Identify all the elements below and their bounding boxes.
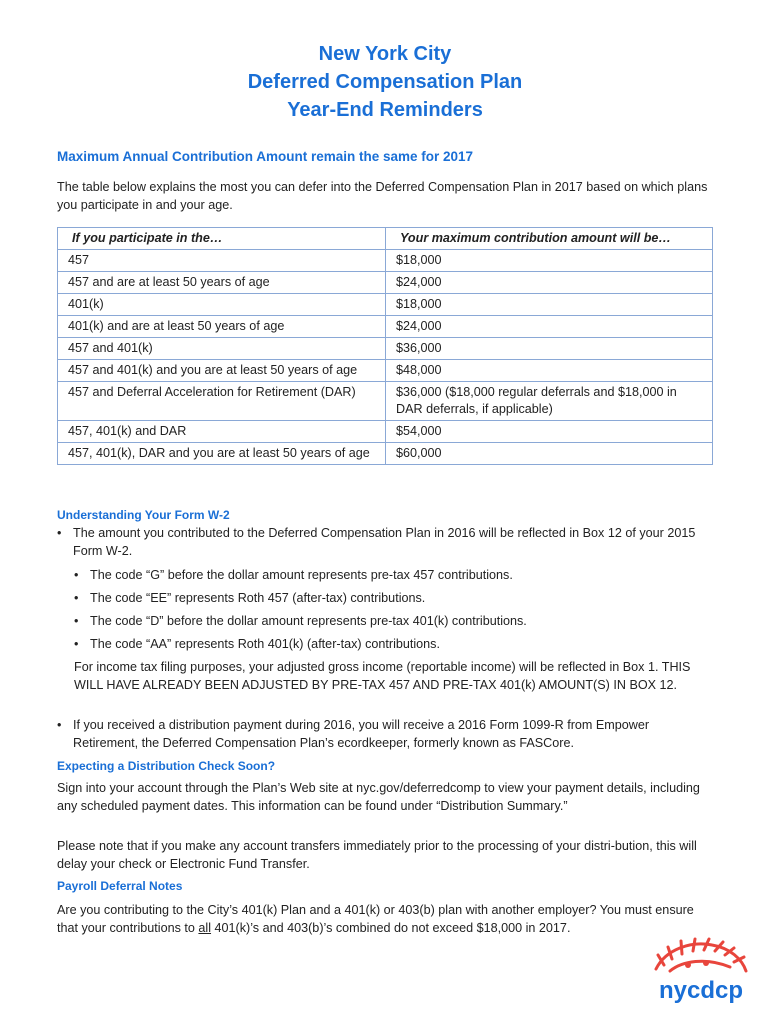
w2-bullet-1-text: The amount you contributed to the Deferred Compensation Plan in 2016 will be reflected in Box 12 of your 2015 Form W-2. bbox=[73, 526, 696, 558]
payroll-text-start: Are you contributing to the City’s 401(k) Plan and a 401(k) or 403(b) plan with another employer? You must ensure that your contributions to bbox=[57, 903, 694, 935]
payroll-text-end: 401(k)’s and 403(b)’s combined do not exceed $18,000 in 2017. bbox=[211, 921, 571, 935]
table-cell-amount: $18,000 bbox=[386, 250, 713, 272]
w2-sub-bullet-3 bbox=[74, 612, 710, 630]
table-cell-amount: $48,000 bbox=[386, 360, 713, 382]
payroll-text-underlined: all bbox=[198, 921, 212, 935]
table-cell-plan: 457, 401(k), DAR and you are at least 50 years of age bbox=[58, 443, 386, 465]
contribution-intro: The table below explains the most you can defer into the Deferred Compensation Plan in 2017 based on which plans you participate in and your age. bbox=[57, 180, 708, 212]
table-header-plan: If you participate in the… bbox=[58, 228, 386, 250]
table-cell-plan: 401(k) bbox=[58, 294, 386, 316]
table-cell-plan: 457 bbox=[58, 250, 386, 272]
table-cell-plan: 457 and Deferral Acceleration for Retirement (DAR) bbox=[58, 382, 386, 421]
table-header-amount: Your maximum contribution amount will be… bbox=[386, 228, 713, 250]
table-cell-plan: 457, 401(k) and DAR bbox=[58, 421, 386, 443]
w2-sub-bullet-4 bbox=[74, 635, 710, 653]
table-row bbox=[58, 272, 713, 294]
table-cell-amount: $54,000 bbox=[386, 421, 713, 443]
bullet-dot-icon: • bbox=[74, 637, 79, 651]
bullet-dot-icon: • bbox=[57, 526, 62, 540]
w2-note: For income tax filing purposes, your adjusted gross income (reportable income) will be reflected in Box 1. THIS WILL HAVE ALREADY BEEN ADJUSTED BY PRE-TAX 457 AND PRE-TAX 401(k) AMOUNT(S) IN BOX 12. bbox=[74, 660, 691, 692]
w2-heading: Understanding Your Form W-2 bbox=[57, 508, 230, 522]
title-line-3: Year-End Reminders bbox=[287, 99, 483, 121]
w2-sub-bullet-1-text: The code “G” before the dollar amount represents pre-tax 457 contributions. bbox=[90, 568, 513, 582]
contribution-heading: Maximum Annual Contribution Amount remain the same for 2017 bbox=[57, 149, 474, 164]
bullet-dot-icon: • bbox=[74, 591, 79, 605]
table-row bbox=[58, 382, 713, 421]
table-cell-amount: $24,000 bbox=[386, 272, 713, 294]
table-cell-plan: 457 and 401(k) bbox=[58, 338, 386, 360]
table-cell-amount: $36,000 bbox=[386, 338, 713, 360]
contribution-table bbox=[57, 227, 713, 465]
w2-bullet-2 bbox=[57, 716, 713, 752]
distribution-paragraph-1: Sign into your account through the Plan’s Web site at nyc.gov/deferredcomp to view your payment details, including any scheduled payment dates. This information can be found under “Distribution Summary.” bbox=[57, 781, 700, 813]
table-row bbox=[58, 421, 713, 443]
table-cell-plan: 457 and are at least 50 years of age bbox=[58, 272, 386, 294]
w2-sub-bullet-3-text: The code “D” before the dollar amount represents pre-tax 401(k) contributions. bbox=[90, 614, 527, 628]
table-row bbox=[58, 316, 713, 338]
payroll-heading: Payroll Deferral Notes bbox=[57, 879, 183, 893]
w2-sub-bullet-2-text: The code “EE” represents Roth 457 (after-tax) contributions. bbox=[90, 591, 426, 605]
table-cell-amount: $18,000 bbox=[386, 294, 713, 316]
table-cell-amount: $60,000 bbox=[386, 443, 713, 465]
w2-sub-bullet-2 bbox=[74, 589, 710, 607]
nycdcp-logo bbox=[646, 935, 756, 1011]
table-header-row bbox=[58, 228, 713, 250]
bullet-dot-icon: • bbox=[74, 614, 79, 628]
logo-text: nycdcp bbox=[658, 977, 744, 1004]
table-cell-amount: $24,000 bbox=[386, 316, 713, 338]
table-cell-plan: 457 and 401(k) and you are at least 50 years of age bbox=[58, 360, 386, 382]
table-cell-amount: $36,000 ($18,000 regular deferrals and $18,000 in DAR deferrals, if applicable) bbox=[386, 382, 713, 421]
title-line-1: New York City bbox=[318, 43, 452, 65]
bullet-dot-icon: • bbox=[74, 568, 79, 582]
payroll-paragraph bbox=[57, 901, 697, 937]
table-row bbox=[58, 338, 713, 360]
distribution-paragraph-2: Please note that if you make any account transfers immediately prior to the processing of your distri-bution, this will delay your check or Electronic Fund Transfer. bbox=[57, 839, 697, 871]
bullet-dot-icon: • bbox=[57, 718, 62, 732]
table-row bbox=[58, 360, 713, 382]
w2-sub-bullet-4-text: The code “AA” represents Roth 401(k) (after-tax) contributions. bbox=[90, 637, 440, 651]
page-title bbox=[0, 40, 770, 124]
table-cell-plan: 401(k) and are at least 50 years of age bbox=[58, 316, 386, 338]
w2-bullet-1 bbox=[57, 524, 713, 560]
table-row bbox=[58, 250, 713, 272]
w2-sub-bullet-1 bbox=[74, 566, 710, 584]
distribution-heading: Expecting a Distribution Check Soon? bbox=[57, 759, 276, 773]
title-line-2: Deferred Compensation Plan bbox=[247, 71, 523, 93]
w2-bullet-2-text: If you received a distribution payment during 2016, you will receive a 2016 Form 1099-R from Empower Retirement, the Deferred Compensation Plan’s ecordkeeper, formerly known as FASCore. bbox=[73, 718, 650, 750]
table-row bbox=[58, 443, 713, 465]
table-row bbox=[58, 294, 713, 316]
